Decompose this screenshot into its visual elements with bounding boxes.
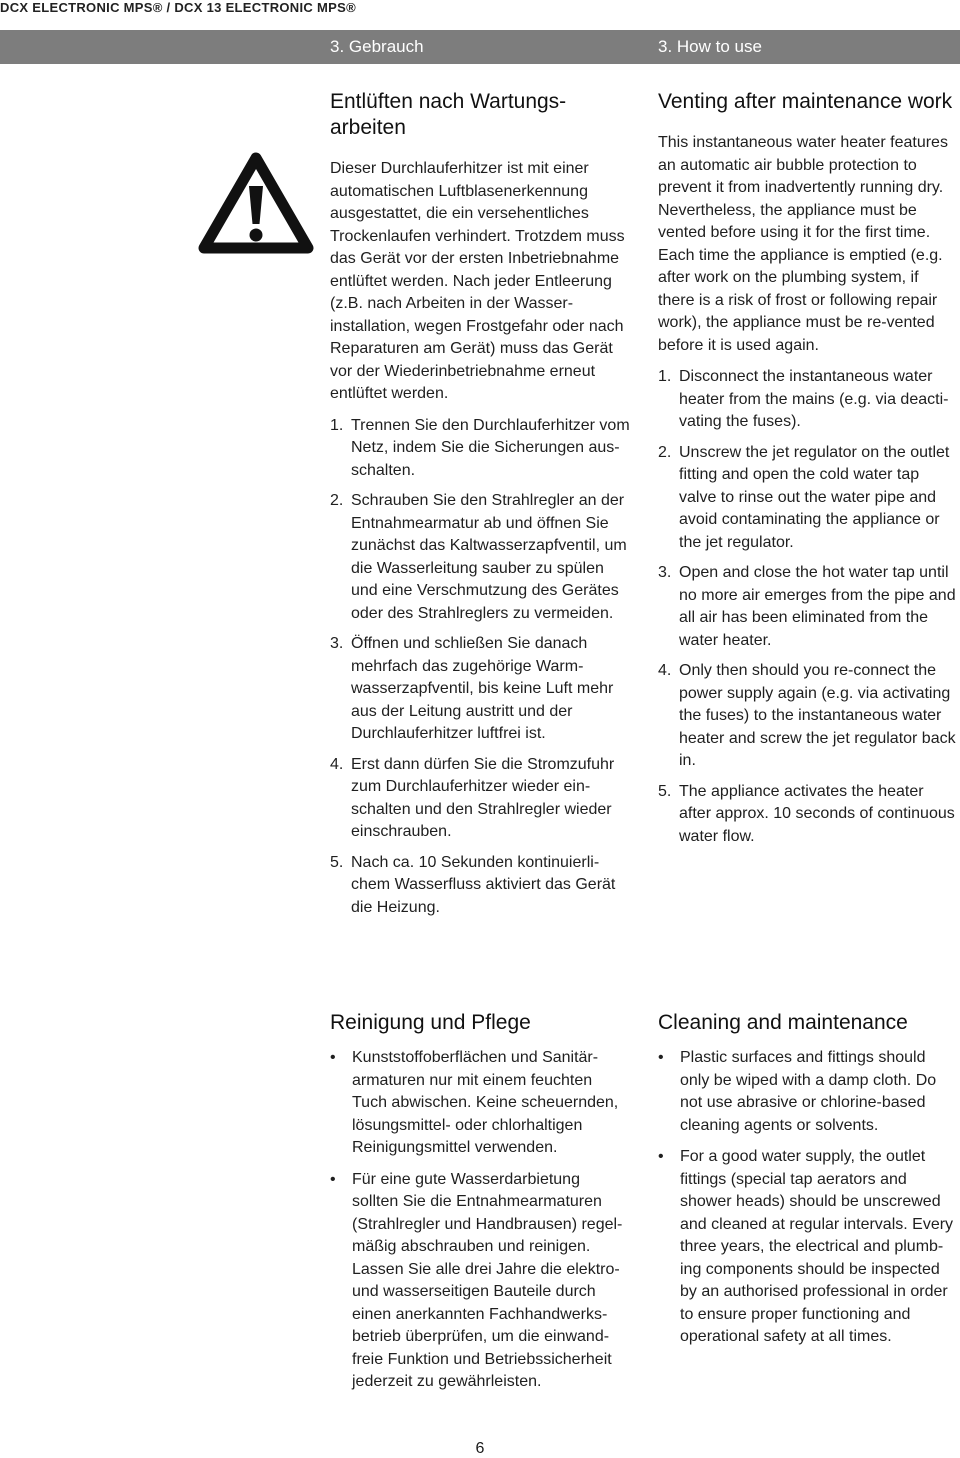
cleaning-list-en xyxy=(658,1047,958,1349)
cleaning-section-en xyxy=(658,1010,958,1358)
step-number: 4. xyxy=(658,662,672,679)
cleaning-title-en: Cleaning and maintenance xyxy=(658,1011,908,1034)
step-number: 2. xyxy=(330,492,344,509)
list-item xyxy=(658,1047,958,1137)
list-item-text: Kunststoffoberflächen und Sanitär-armaturen nur mit einem feuchten Tuch abwischen. Keine scheuernden, lösungsmittel- oder chlorhaltigen Reinigungsmittel verwenden. xyxy=(352,1049,619,1156)
step-item xyxy=(658,442,958,555)
step-item xyxy=(330,633,630,746)
section-title-de: 3. Gebrauch xyxy=(330,37,424,56)
section-bar xyxy=(0,30,960,64)
list-item xyxy=(330,1169,630,1394)
step-item xyxy=(330,852,630,920)
venting-section-de xyxy=(330,89,630,927)
page-number: 6 xyxy=(475,1440,485,1457)
step-item xyxy=(658,366,958,434)
step-item xyxy=(658,660,958,773)
step-number: 5. xyxy=(658,782,672,800)
step-item xyxy=(330,754,630,844)
venting-title-en: Venting after maintenance work xyxy=(658,90,953,113)
section-title-en: 3. How to use xyxy=(658,37,762,56)
document-header: DCX ELECTRONIC MPS® / DCX 13 ELECTRONIC MPS® xyxy=(0,0,356,15)
venting-title-de: Entlüften nach Wartungs-arbeiten xyxy=(330,90,567,139)
venting-steps-en xyxy=(658,366,958,848)
list-item xyxy=(658,1146,958,1349)
step-text: Open and close the hot water tap until no more air emerges from the pipe and all air has been eliminated from the water heater. xyxy=(679,564,956,649)
step-text: Nach ca. 10 Sekunden kontinuierli-chem Wasserfluss aktiviert das Gerät die Heizung. xyxy=(351,853,616,916)
step-number: 3. xyxy=(658,564,672,581)
bullet-icon: • xyxy=(658,1148,664,1165)
venting-intro-en: This instantaneous water heater features an automatic air bubble protection to prevent it from inadvertently running dry. Nevertheless, the appliance must be vented before using it for the first time. Each time the appliance is emptied (e.g. after work on the plumbing system, if there is a risk of frost or following repair work), the appliance must be re-vented before it is used again. xyxy=(658,134,948,354)
step-text: Only then should you re-connect the power supply again (e.g. via activating the fuses) to the instantaneous water heater and screw the jet regulator back in. xyxy=(679,662,956,769)
step-text: Trennen Sie den Durchlauferhitzer vom Netz, indem Sie die Sicherungen aus-schalten. xyxy=(351,416,630,479)
bullet-icon: • xyxy=(330,1049,336,1066)
venting-steps-de xyxy=(330,415,630,920)
step-number: 1. xyxy=(330,416,344,434)
venting-intro-de: Dieser Durchlauferhitzer ist mit einer automatischen Luftblasenerkennung ausgestattet, die ein versehentliches Trockenlaufen verhindert. Trotzdem muss das Gerät vor der ersten Inbetriebnahme entlüftet werden. Nach jeder Entleerung (z.B. nach Arbeiten in der Wasser-installation, wegen Frostgefahr oder nach Reparaturen am Gerät) muss das Gerät vor der Wiederinbetriebnahme erneut entlüftet werden. xyxy=(330,160,625,402)
bullet-icon: • xyxy=(658,1049,664,1066)
step-text: The appliance activates the heater after approx. 10 seconds of continuous water flow. xyxy=(679,782,955,845)
cleaning-section-de xyxy=(330,1010,630,1403)
step-item xyxy=(330,415,630,483)
step-text: Erst dann dürfen Sie die Stromzufuhr zum Durchlauferhitzer wieder ein-schalten und den Strahlregler wieder einschrauben. xyxy=(351,755,615,840)
step-number: 5. xyxy=(330,853,344,871)
cleaning-title-de: Reinigung und Pflege xyxy=(330,1011,531,1034)
step-number: 1. xyxy=(658,368,672,385)
list-item xyxy=(330,1047,630,1160)
cleaning-list-de xyxy=(330,1047,630,1394)
venting-section-en xyxy=(658,89,958,856)
list-item-text: Plastic surfaces and fittings should only be wiped with a damp cloth. Do not use abrasive or chlorine-based cleaning agents or solvents. xyxy=(680,1049,937,1134)
step-number: 4. xyxy=(330,755,344,773)
warning-triangle-icon xyxy=(198,150,314,254)
step-text: Disconnect the instantaneous water heater from the mains (e.g. via deacti-vating the fuses). xyxy=(679,368,949,430)
step-number: 3. xyxy=(330,635,344,652)
list-item-text: For a good water supply, the outlet fittings (special tap aerators and shower heads) should be unscrewed and cleaned at regular intervals. Every three years, the electrical and plumb-ing components should be inspected by an authorised professional in order to ensure proper functioning and operational safety at all times. xyxy=(680,1148,954,1345)
list-item-text: Für eine gute Wasserdarbietung sollten Sie die Entnahmearmaturen (Strahlregler und Handbrausen) regel-mäßig abschrauben und reinigen. Lassen Sie alle drei Jahre die elektro- und wasserseitigen Bauteile durch einen anerkannten Fachhandwerks-betrieb überprüfen, um die einwand-freie Funktion und Betriebssicherheit jederzeit zu gewährleisten. xyxy=(352,1170,623,1390)
step-item xyxy=(658,562,958,652)
bullet-icon: • xyxy=(330,1170,336,1188)
step-text: Unscrew the jet regulator on the outlet fitting and open the cold water tap valve to rinse out the water pipe and avoid contaminating the appliance or the jet regulator. xyxy=(679,443,950,551)
step-item xyxy=(658,781,958,849)
step-text: Schrauben Sie den Strahlregler an der Entnahmearmatur ab und öffnen Sie zunächst das Kaltwasserzapfventil, um die Wasserleitung sauber zu spülen und eine Verschmutzung des Gerätes oder des Strahlreglers zu vermeiden. xyxy=(351,492,627,622)
step-text: Öffnen und schließen Sie danach mehrfach das zugehörige Warm-wasserzapfventil, bis keine Luft mehr aus der Leitung austritt und der Durchlauferhitzer luftfrei ist. xyxy=(351,635,614,742)
step-item xyxy=(330,490,630,625)
step-number: 2. xyxy=(658,443,672,461)
